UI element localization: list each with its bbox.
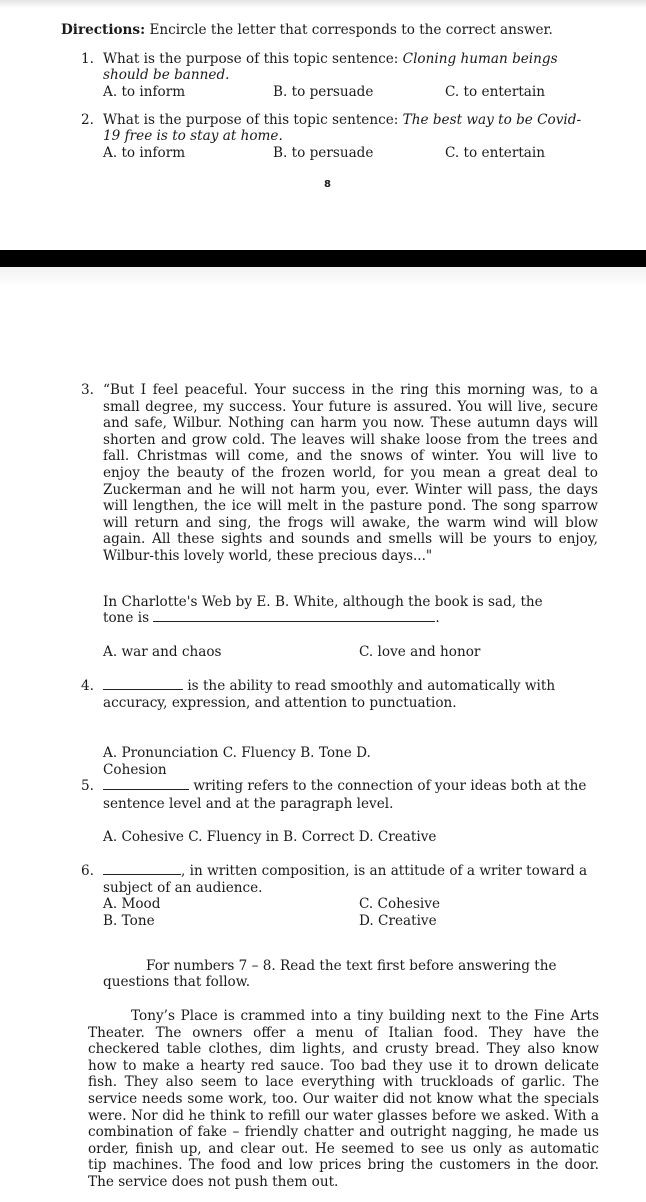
page-divider-bar <box>0 250 646 267</box>
page-number: 8 <box>324 179 331 190</box>
q1-sentence-a: Cloning human beings <box>402 51 558 67</box>
passage-line: tip machines. The food and low prices bring the customers in the door. <box>88 1157 599 1174</box>
passage-line: checkered table clothes, dim lights, and crusty bread. They also know <box>88 1041 599 1058</box>
q2-choice-c[interactable]: C. to entertain <box>445 145 546 161</box>
q5-answer-blank[interactable] <box>103 778 189 790</box>
q6-choice-a[interactable]: A. Mood <box>103 896 161 912</box>
q6-choice-b[interactable]: B. Tone <box>103 913 155 929</box>
q3-choice-a[interactable]: A. war and chaos <box>103 644 222 660</box>
q4-number: 4. <box>81 678 94 694</box>
q2-number: 2. <box>81 112 94 128</box>
q3-quote-line: shorten and grow cold. The leaves will shake loose from the trees and <box>103 431 598 448</box>
q2-choice-b[interactable]: B. to persuade <box>273 145 374 161</box>
q3-answer-blank[interactable] <box>153 610 435 622</box>
passage-line: The service does not push them out. <box>88 1173 339 1190</box>
q3-quote-line: Wilbur-this lovely world, these precious days..." <box>103 547 433 564</box>
passage-line: how to make a hearty red sauce. Too bad they use it to drown delicate <box>88 1057 599 1074</box>
q5-choices[interactable]: A. Cohesive C. Fluency in B. Correct D. Creative <box>103 829 437 845</box>
q6-number: 6. <box>81 863 94 879</box>
q5-text-b: sentence level and at the paragraph level. <box>103 796 394 812</box>
scan-shadow <box>0 0 646 8</box>
q6-line-a <box>103 863 587 880</box>
q1-stem-text: What is the purpose of this topic sentence: <box>103 51 399 67</box>
q5-number: 5. <box>81 778 94 794</box>
passage-line: service needs some work, too. Our waiter did not know what the specials <box>88 1090 599 1107</box>
passage-line: fish. They also seem to lace everything with truckloads of garlic. The <box>88 1074 599 1091</box>
q3-quote-line: again. All these sights and sounds and smells will be yours to enjoy, <box>103 531 598 548</box>
q6-choice-c[interactable]: C. Cohesive <box>359 896 440 912</box>
q5-text-a: writing refers to the connection of your ideas both at the <box>193 778 587 794</box>
page-gap <box>0 267 646 287</box>
q3-quote-line: Zuckerman and he will not harm you, ever. Winter will pass, the days <box>103 481 598 498</box>
q3-quote-line: and safe, Wilbur. Nothing can harm you now. These autumn days will <box>103 415 598 432</box>
q1-stem <box>103 51 558 68</box>
passage-line: Tony’s Place is crammed into a tiny building next to the Fine Arts <box>131 1008 599 1024</box>
passage-line: combination of fake – friendly chatter and outright nagging, he made us <box>88 1124 599 1141</box>
directions-text: Encircle the letter that corresponds to the correct answer. <box>149 22 553 38</box>
q1-choice-c[interactable]: C. to entertain <box>445 84 546 100</box>
q4-answer-blank[interactable] <box>103 678 183 690</box>
q1-choice-b[interactable]: B. to persuade <box>273 84 374 100</box>
q3-quote <box>103 382 598 565</box>
q2-sentence-b: 19 free is to stay at home. <box>103 128 283 144</box>
q2-stem <box>103 112 581 129</box>
passage <box>88 1008 599 1191</box>
q3-quote-line: fall. Christmas will come, and the snows of winter. You will live to <box>103 448 598 465</box>
q6-answer-blank[interactable] <box>103 863 181 875</box>
q2-sentence-a: The best way to be Covid- <box>402 112 582 128</box>
q3-prompt-b <box>103 610 440 627</box>
q2-stem-text: What is the purpose of this topic sentence: <box>103 112 399 128</box>
q6-text-a: , in written composition, is an attitude of a writer toward a <box>181 863 588 879</box>
q4-line-a <box>103 678 555 695</box>
q6-choice-d[interactable]: D. Creative <box>359 913 437 929</box>
q6-text-b: subject of an audience. <box>103 880 263 896</box>
q4-text-b: accuracy, expression, and attention to punctuation. <box>103 695 457 711</box>
directions <box>61 22 553 39</box>
passage-line: order, finish up, and clear out. He seemed to see us only as automatic <box>88 1140 599 1157</box>
q3-number: 3. <box>81 382 94 398</box>
numbers-note-b: questions that follow. <box>103 974 251 990</box>
numbers-note-a: For numbers 7 – 8. Read the text first before answering the <box>146 958 557 974</box>
q1-number: 1. <box>81 51 94 67</box>
q3-prompt-b-text: tone is <box>103 610 150 626</box>
passage-line: were. Nor did he think to refill our water glasses before we asked. With a <box>88 1107 599 1124</box>
q4-text-a: is the ability to read smoothly and automatically with <box>187 678 556 694</box>
directions-label: Directions: <box>61 22 146 38</box>
passage-line: Theater. The owners offer a menu of Italian food. They have the <box>88 1024 599 1041</box>
q4-choices-a[interactable]: A. Pronunciation C. Fluency B. Tone D. <box>103 745 371 761</box>
q3-quote-line: will return and sing, the frogs will awake, the warm wind will blow <box>103 514 598 531</box>
q3-quote-line: will lengthen, the ice will melt in the pasture pond. The song sparrow <box>103 498 598 515</box>
q3-quote-line: enjoy the beauty of the frozen world, for you mean a great deal to <box>103 464 598 481</box>
q5-line-a <box>103 778 586 795</box>
q1-choice-a[interactable]: A. to inform <box>103 84 186 100</box>
q3-quote-line: “But I feel peaceful. Your success in the ring this morning was, to a <box>103 382 598 398</box>
q4-choices-b[interactable]: Cohesion <box>103 762 167 778</box>
q3-quote-line: small degree, my success. Your future is assured. You will live, secure <box>103 398 598 415</box>
q2-choice-a[interactable]: A. to inform <box>103 145 186 161</box>
q3-prompt-end: . <box>435 610 440 626</box>
q3-choice-c[interactable]: C. love and honor <box>359 644 481 660</box>
q1-sentence-b: should be banned. <box>103 67 230 83</box>
q3-prompt-a: In Charlotte's Web by E. B. White, although the book is sad, the <box>103 594 543 610</box>
